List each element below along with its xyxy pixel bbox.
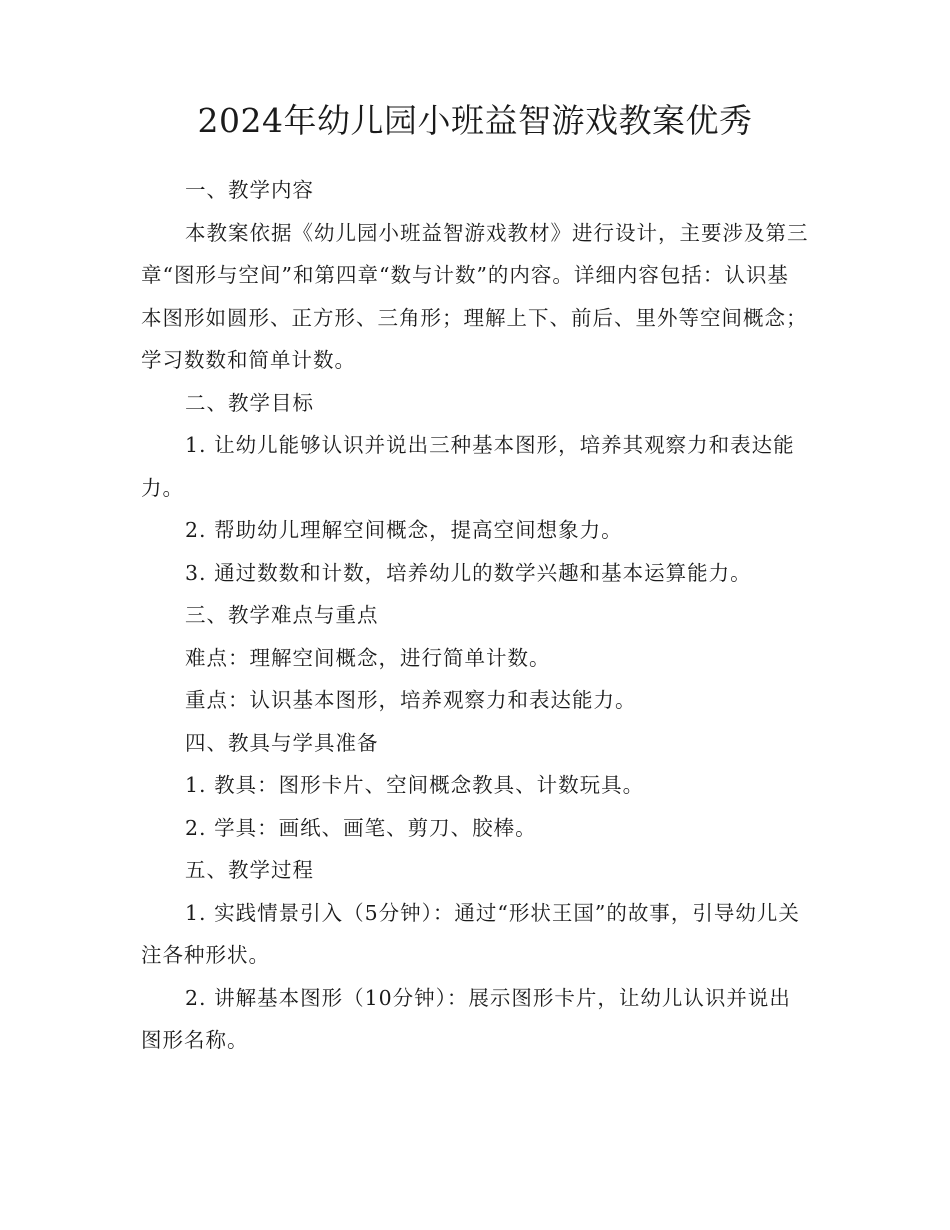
section-heading-process: 五、教学过程 — [185, 858, 314, 882]
section-heading-materials: 四、教具与学具准备 — [185, 730, 379, 755]
process-step-1: 1. 实践情景引入（5分钟）：通过“形状王国”的故事，引导幼儿关注各种形状。 — [141, 900, 800, 967]
section-heading-objectives: 二、教学目标 — [185, 390, 314, 415]
objective-item-1: 1. 让幼儿能够认识并说出三种基本图形，培养其观察力和表达能力。 — [141, 433, 795, 500]
materials-item-2: 2. 学具：画纸、画笔、剪刀、胶棒。 — [185, 815, 537, 840]
document-body — [141, 169, 809, 1062]
difficulty-text: 难点：理解空间概念，进行简单计数。 — [185, 645, 551, 670]
document-title: 2024年幼儿园小班益智游戏教案优秀 — [197, 101, 753, 140]
materials-item-1: 1. 教具：图形卡片、空间概念教具、计数玩具。 — [185, 773, 645, 797]
key-point-text: 重点：认识基本图形，培养观察力和表达能力。 — [185, 688, 637, 712]
section-heading-difficulties: 三、教学难点与重点 — [185, 603, 379, 627]
content-paragraph: 本教案依据《幼儿园小班益智游戏教材》进行设计，主要涉及第三章“图形与空间”和第四章“数与计数”的内容。详细内容包括：认识基本图形如圆形、正方形、三角形；理解上下、前后、里外等空间概念；学习数数和简单计数。 — [141, 220, 809, 372]
section-heading-content: 一、教学内容 — [185, 178, 314, 202]
process-step-2: 2. 讲解基本图形（10分钟）：展示图形卡片，让幼儿认识并说出图形名称。 — [141, 985, 791, 1052]
objective-item-2: 2. 帮助幼儿理解空间概念，提高空间想象力。 — [185, 518, 623, 542]
objective-item-3: 3. 通过数数和计数，培养幼儿的数学兴趣和基本运算能力。 — [185, 560, 752, 585]
